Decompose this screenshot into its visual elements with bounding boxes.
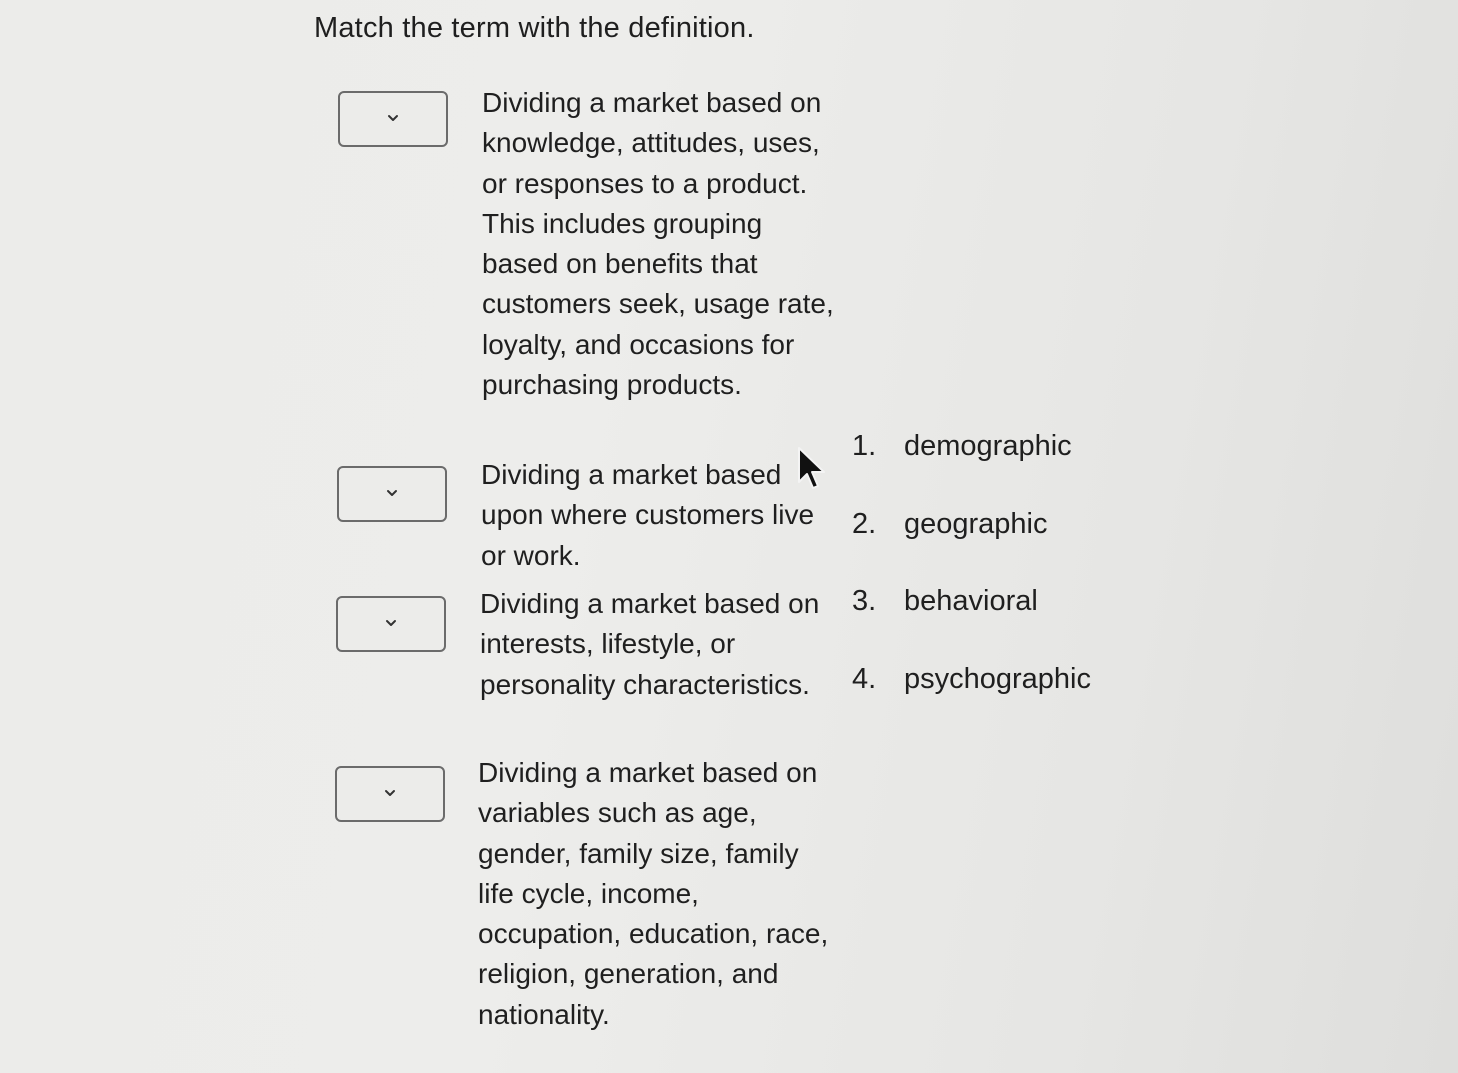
chevron-down-icon	[383, 788, 397, 798]
term-number: 4.	[852, 662, 877, 695]
term-select-2[interactable]	[337, 466, 447, 522]
term-label: psychographic	[904, 662, 1091, 695]
term-label: demographic	[904, 430, 1072, 462]
term-item	[852, 426, 1091, 504]
term-item	[852, 659, 1091, 737]
term-label: behavioral	[904, 585, 1038, 617]
definition-text-1: Dividing a market based on knowledge, attitudes, uses, or responses to a product. This includes grouping based on benefits that customers seek, usage rate, loyalty, and occasions for purchasing products.	[482, 87, 834, 401]
term-number: 1.	[852, 430, 877, 462]
term-select-3[interactable]	[336, 596, 446, 652]
term-number: 2.	[852, 507, 877, 540]
term-label: geographic	[904, 507, 1048, 540]
definition-text-4: Dividing a market based on variables such as age, gender, family size, family life cycle, income, occupation, education, race, religion, generation, and nationality.	[478, 757, 829, 1030]
chevron-down-icon	[384, 618, 398, 628]
question-prompt: Match the term with the definition.	[314, 12, 755, 44]
term-item	[852, 581, 1091, 659]
term-select-4[interactable]	[335, 766, 445, 822]
definition-text-2: Dividing a market based upon where customers live or work.	[481, 459, 815, 571]
term-item	[852, 504, 1091, 582]
chevron-down-icon	[385, 488, 399, 498]
mouse-cursor-icon	[796, 446, 828, 496]
definition-text-3: Dividing a market based on interests, lifestyle, or personality characteristics.	[480, 588, 820, 700]
chevron-down-icon	[386, 113, 400, 123]
term-select-1[interactable]	[338, 91, 448, 147]
term-list	[852, 426, 1091, 736]
term-number: 3.	[852, 585, 877, 617]
